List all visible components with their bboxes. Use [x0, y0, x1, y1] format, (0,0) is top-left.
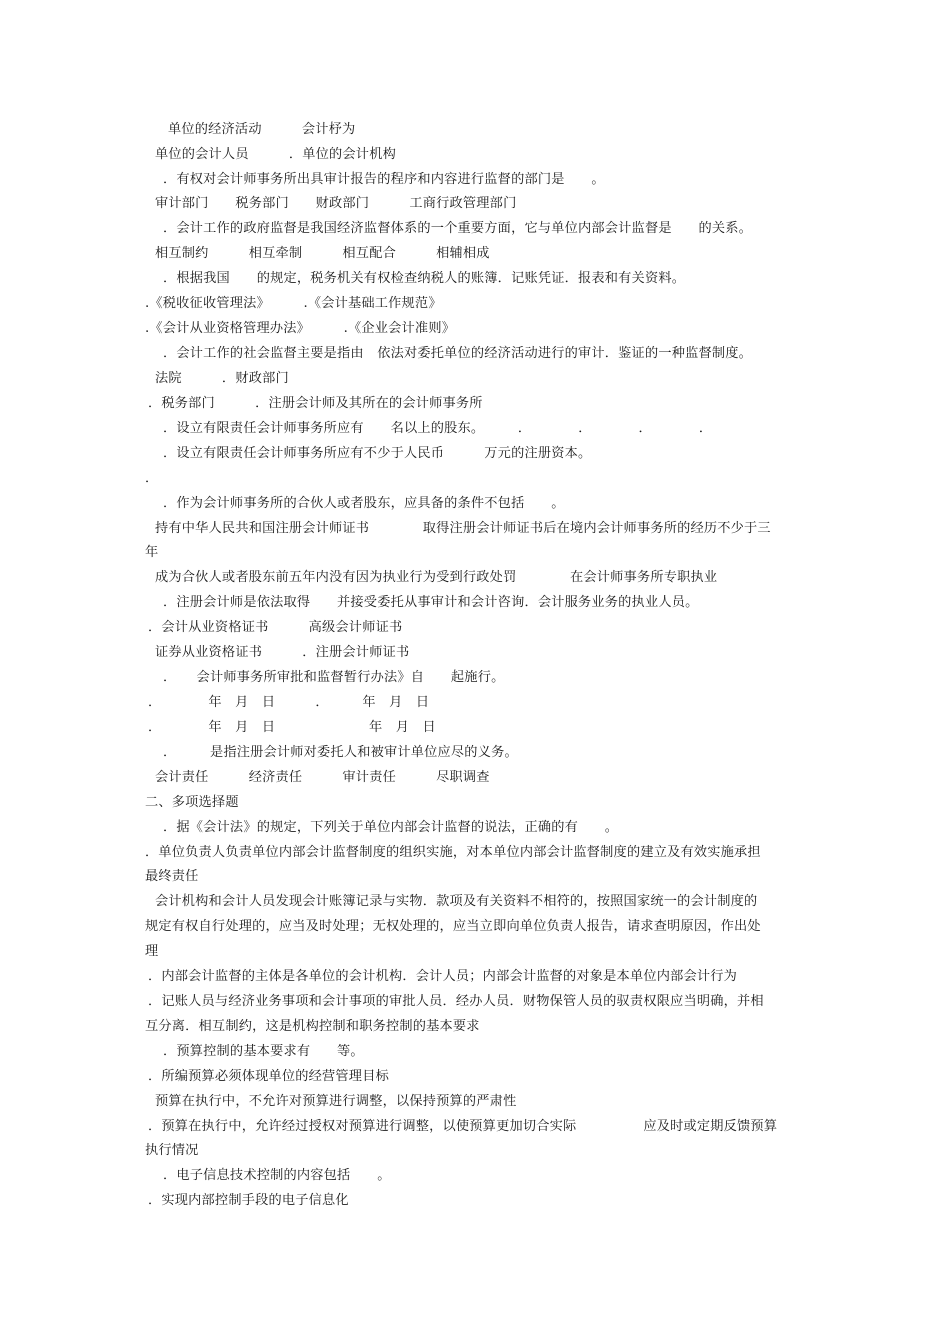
option-line: ．预算在执行中，允许经过授权对预算进行调整，以使预算更加切合实际 应及时或定期反馈预算 — [148, 1119, 778, 1134]
text-line: 单位的经济活动 会计杼为 — [168, 122, 356, 137]
option-line: ．实现内部控制手段的电子信息化 — [148, 1193, 349, 1208]
option-line: 持有中华人民共和国注册会计师证书 取得注册会计师证书后在境内会计师事务所的经历不少于三 — [155, 521, 771, 536]
option-line: 相互制约 相互牵制 相互配合 相辅相成 — [155, 246, 490, 261]
question-text: ．会计工作的社会监督主要是指由 依法对委托单位的经济活动进行的审计．鉴证的一种监督制度。 — [163, 346, 753, 361]
option-line: ． 年 月 日 ． 年 月 日 — [148, 695, 430, 710]
question-text: ．设立有限责任会计师事务所应有不少于人民币 万元的注册资本。 — [163, 446, 592, 461]
question-text: ．据《会计法》的规定，下列关于单位内部会计监督的说法，正确的有 。 — [163, 820, 619, 835]
section-heading: 二、多项选择题 — [145, 795, 239, 810]
question-text: ．有权对会计师事务所出具审计报告的程序和内容进行监督的部门是 。 — [163, 172, 605, 187]
option-line: ．单位负责人负责单位内部会计监督制度的组织实施，对本单位内部会计监督制度的建立及有效实施承担 — [145, 845, 761, 860]
option-line: ．内部会计监督的主体是各单位的会计机构．会计人员；内部会计监督的对象是本单位内部会计行为 — [148, 969, 738, 984]
option-line: 证券从业资格证书 ．注册会计师证书 — [155, 645, 410, 660]
option-line: 理 — [145, 944, 159, 959]
question-text: ．作为会计师事务所的合伙人或者股东，应具备的条件不包括 。 — [163, 496, 565, 511]
option-line: 会计机构和会计人员发现会计账簿记录与实物．款项及有关资料不相符的，按照国家统一的会计制度的 — [155, 894, 758, 909]
question-text: ．设立有限责任会计师事务所应有 名以上的股东。 ． ． ． ． — [163, 421, 713, 436]
option-line: ．所编预算必须体现单位的经营管理目标 — [148, 1069, 389, 1084]
option-line: 会计责任 经济责任 审计责任 尽职调查 — [155, 770, 490, 785]
question-text: ． 会计师事务所审批和监督暂行办法》自 起施行。 — [163, 670, 505, 685]
option-line: 最终责任 — [145, 869, 199, 884]
option-line: 规定有权自行处理的，应当及时处理；无权处理的，应当立即向单位负责人报告，请求查明原因，作出处 — [145, 919, 761, 934]
question-text: ．预算控制的基本要求有 等。 — [163, 1044, 364, 1059]
option-line: .《税收征收管理法》 .《会计基础工作规范》 — [145, 296, 442, 311]
option-line: 审计部门 税务部门 财政部门 工商行政管理部门 — [155, 196, 517, 211]
option-line: ．税务部门 ．注册会计师及其所在的会计师事务所 — [148, 396, 483, 411]
question-text: ．电子信息技术控制的内容包括 。 — [163, 1168, 391, 1183]
option-line: 互分离．相互制约，这是机构控制和职务控制的基本要求 — [145, 1019, 480, 1034]
question-text: ． 是指注册会计师对委托人和被审计单位应尽的义务。 — [163, 745, 518, 760]
question-text: ．会计工作的政府监督是我国经济监督体系的一个重要方面，它与单位内部会计监督是 的关系。 — [163, 221, 753, 236]
option-line: ． 年 月 日 年 月 日 — [148, 720, 436, 735]
option-line: 执行情况 — [145, 1143, 199, 1158]
text-line: 单位的会计人员 ．单位的会计机构 — [155, 147, 396, 162]
option-line: 法院 ．财政部门 — [155, 371, 289, 386]
option-line: .《会计从业资格管理办法》 .《企业会计准则》 — [145, 321, 456, 336]
option-line: ．记账人员与经济业务事项和会计事项的审批人员．经办人员．财物保管人员的驭责权限应当明确，并相 — [148, 994, 764, 1009]
option-line: ．会计从业资格证书 高级会计师证书 — [148, 620, 403, 635]
question-text: ．注册会计师是依法取得 并接受委托从事审计和会计咨询．会计服务业务的执业人员。 — [163, 595, 699, 610]
question-text: ．根据我国 的规定，税务机关有权检查纳税人的账簿．记账凭证．报表和有关资料。 — [163, 271, 686, 286]
option-line: 预算在执行中，不允许对预算进行调整，以保持预算的严肃性 — [155, 1094, 517, 1109]
option-line: ． — [145, 471, 159, 486]
option-line: 成为合伙人或者股东前五年内没有因为执业行为受到行政处罚 在会计师事务所专职执业 — [155, 570, 718, 585]
option-line: 年 — [145, 545, 159, 560]
